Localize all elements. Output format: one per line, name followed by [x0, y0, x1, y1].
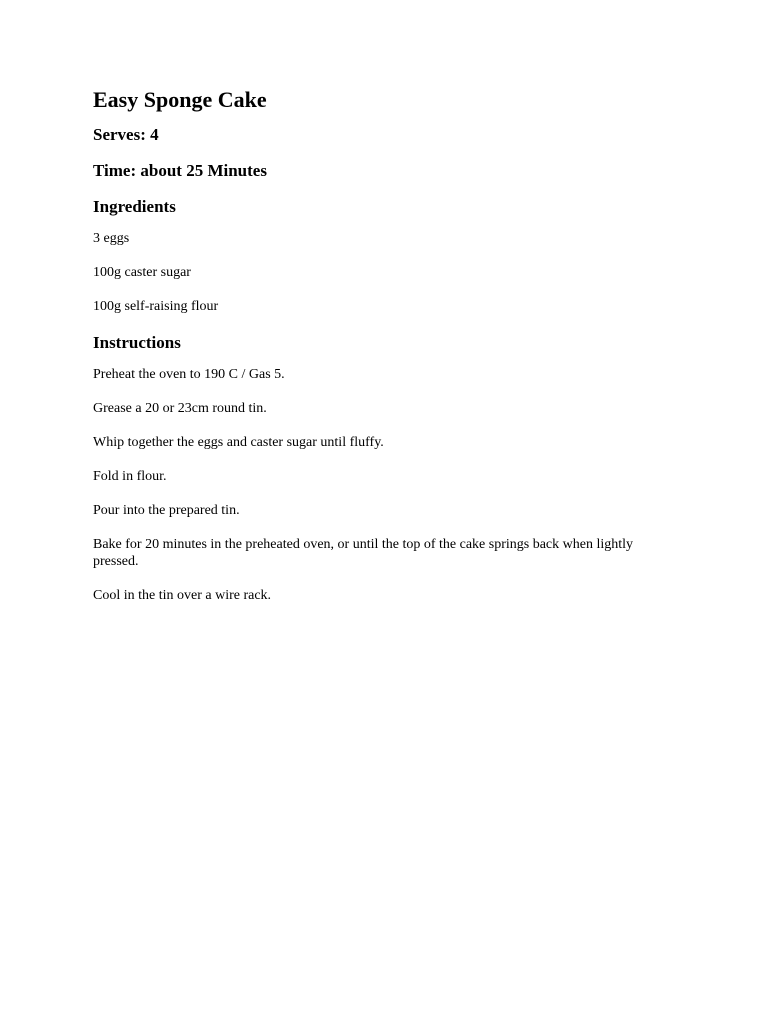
ingredients-heading: Ingredients: [93, 197, 176, 216]
instructions-list: [93, 366, 673, 604]
instruction-step: Fold in flour.: [93, 469, 167, 484]
instruction-step: Bake for 20 minutes in the preheated oven, or until the top of the cake springs back when lightly pressed.: [93, 537, 634, 569]
ingredients-list: [93, 230, 673, 315]
instruction-step: Whip together the eggs and caster sugar until fluffy.: [93, 435, 384, 450]
ingredient-item: 100g caster sugar: [93, 265, 191, 280]
serves-line: Serves: 4: [93, 125, 159, 144]
recipe-document: [93, 86, 673, 621]
ingredient-item: 100g self-raising flour: [93, 299, 219, 314]
instruction-step: Cool in the tin over a wire rack.: [93, 588, 272, 603]
recipe-title: Easy Sponge Cake: [93, 87, 267, 112]
time-line: Time: about 25 Minutes: [93, 161, 267, 180]
instruction-step: Pour into the prepared tin.: [93, 503, 240, 518]
instruction-step: Preheat the oven to 190 C / Gas 5.: [93, 367, 285, 382]
ingredient-item: 3 eggs: [93, 231, 130, 246]
instructions-heading: Instructions: [93, 333, 181, 352]
instruction-step: Grease a 20 or 23cm round tin.: [93, 401, 267, 416]
